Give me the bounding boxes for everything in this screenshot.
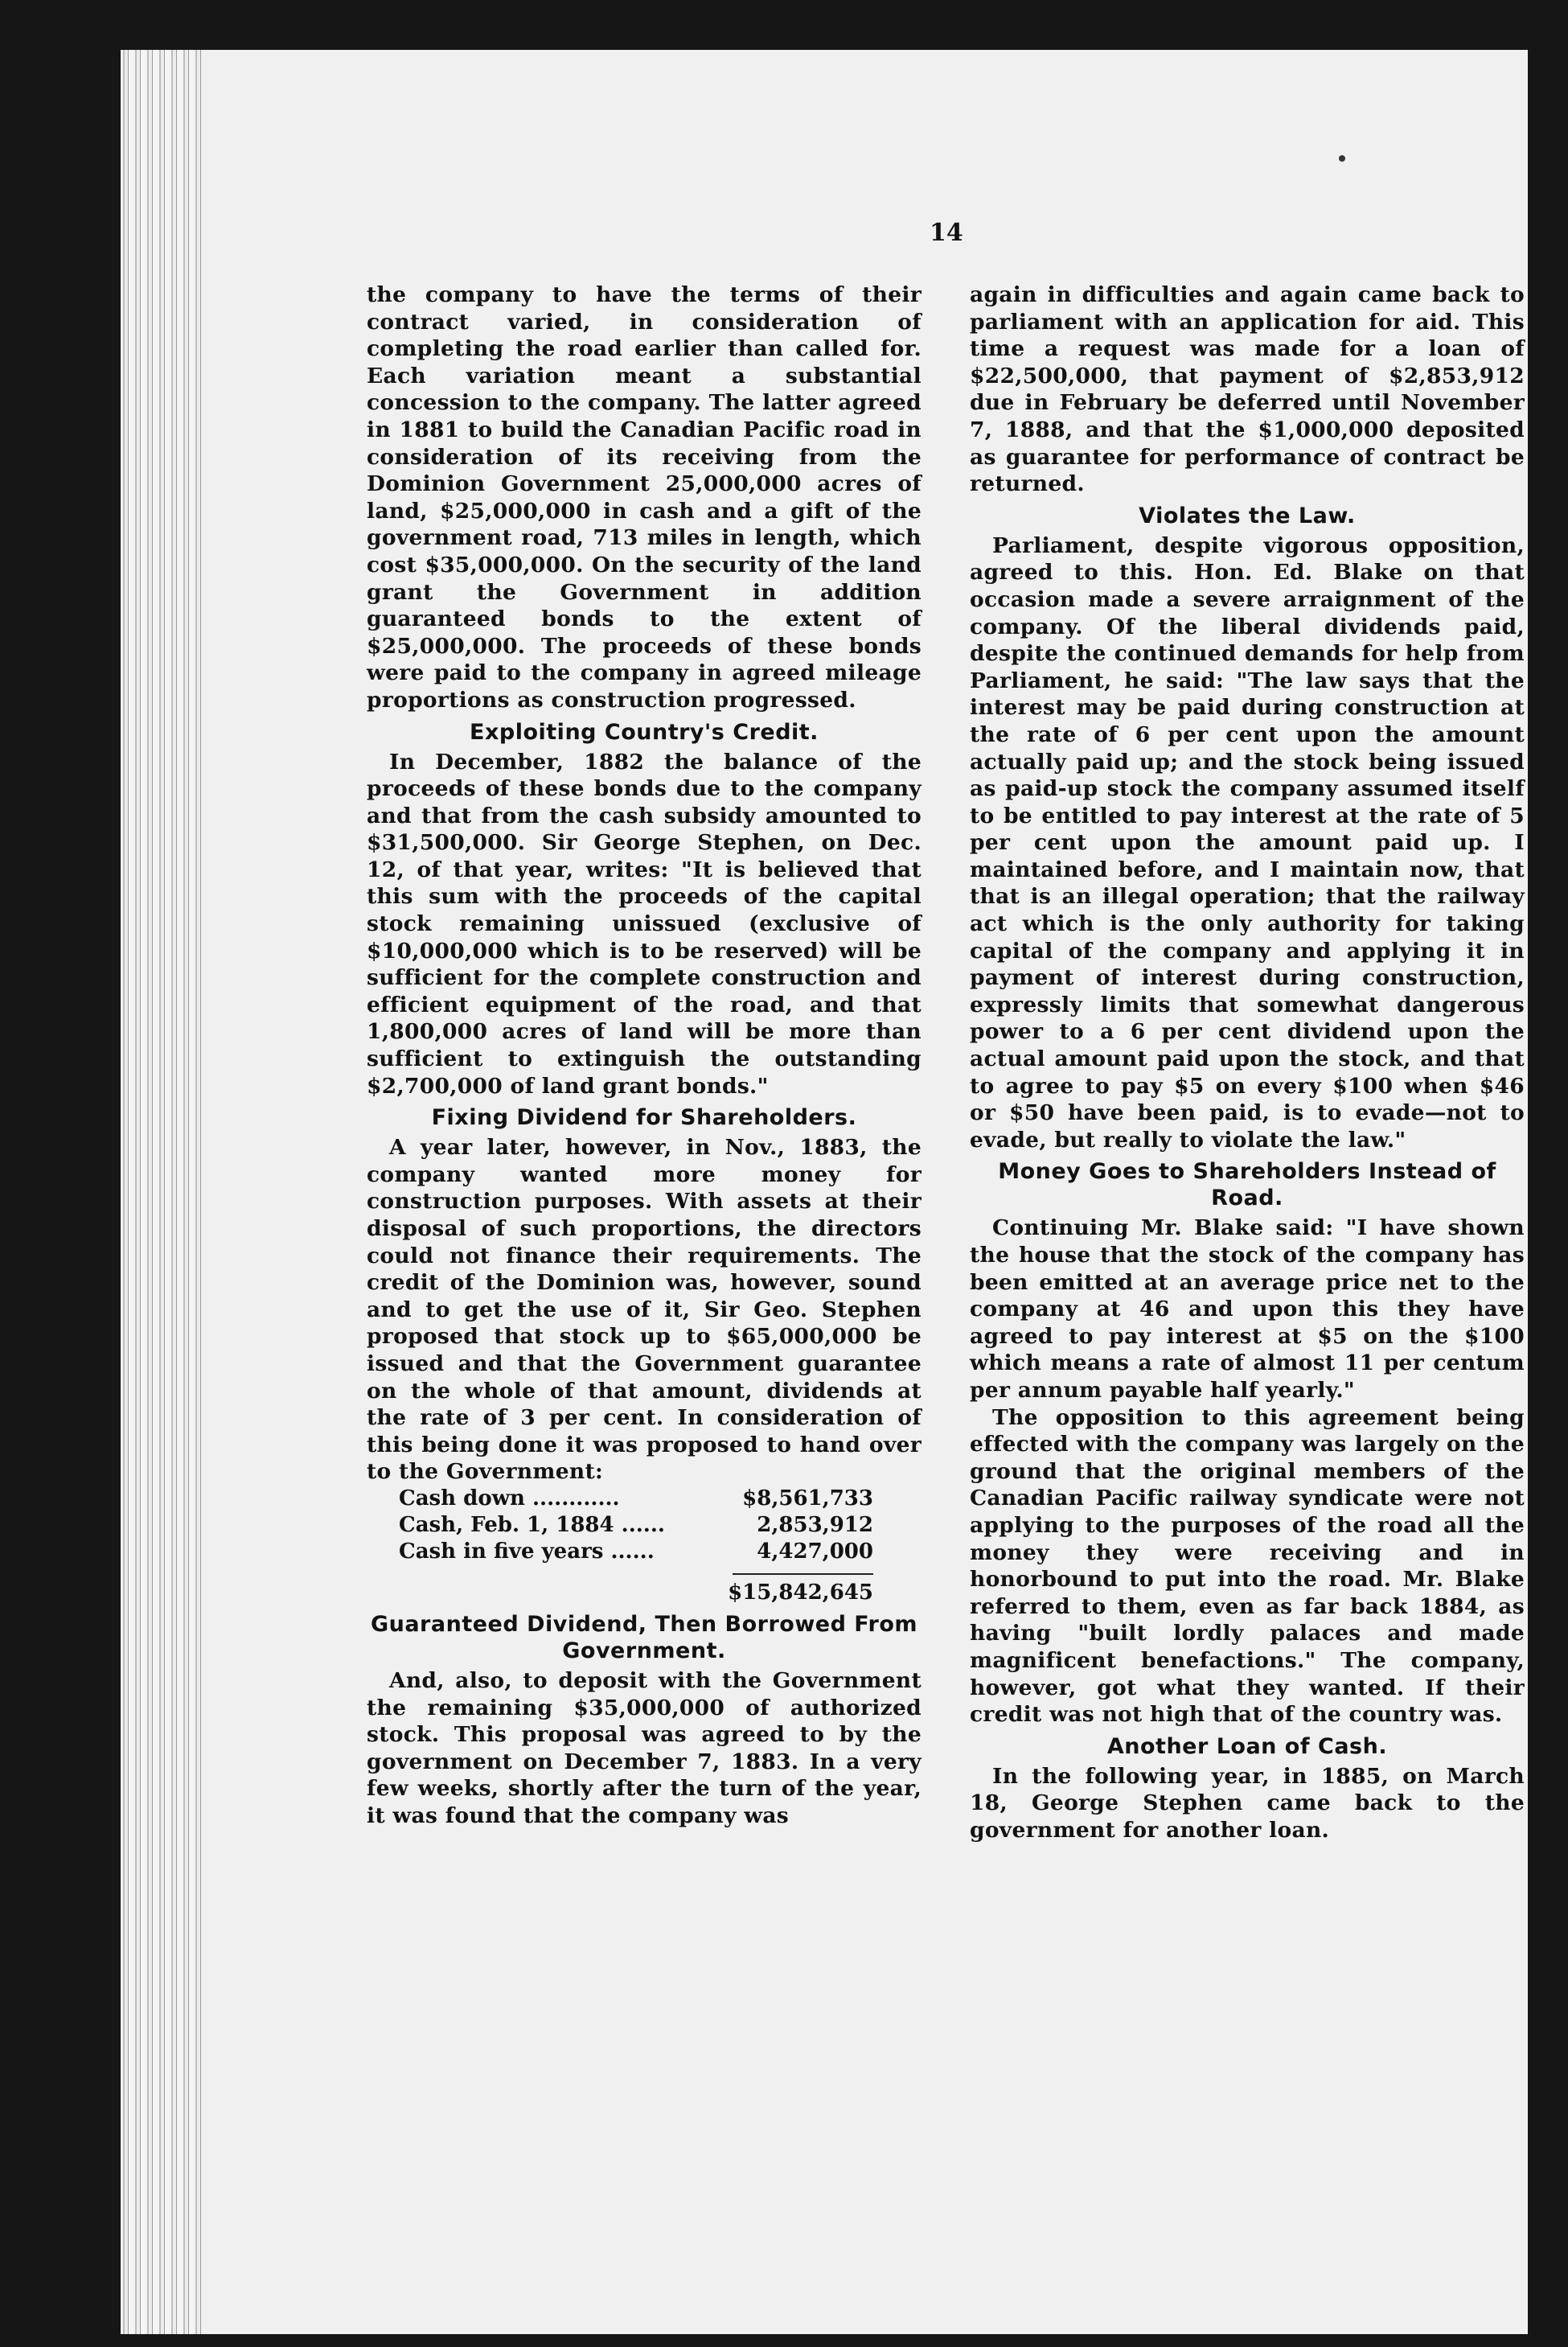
right-paragraph-2: Parliament, despite vigorous opposition, agreed to this. Hon. Ed. Blake on that occasion made a severe arraignment of the company. Of the liberal dividends paid, despite the continued demands for help from Parliament, he said: "The law says that the interest may be paid during construction at the rate of 6 per cent upon the amount actually paid up; and the stock being issued as paid-up stock the company assumed itself to be entitled to pay interest at the rate of 5 per cent upon the amount paid up. I maintained before, and I maintain now, that that is an illegal operation; that the railway act which is the only authority for taking capital of the company and applying it in payment of interest during construction, expressly limits that somewhat dangerous power to a 6 per cent dividend upon the actual amount paid upon the stock, and that to agree to pay $5 on every $100 when $46 or $50 have been paid, is to evade—not to evade, but really to violate the law." bbox=[970, 532, 1525, 1153]
right-paragraph-4: The opposition to this agreement being effected with the company was largely on the ground that the original members of the Canadian Pacific railway syndicate were not applying to the purposes of the road all the money they were receiving and in honorbound to put into the road. Mr. Blake referred to them, even as far back 1884, as having "built lordly palaces and made magnificent benefactions." The company, however, got what they wanted. If their credit was not high that of the country was. bbox=[970, 1404, 1525, 1728]
table-row bbox=[399, 1486, 873, 1512]
right-paragraph-3: Continuing Mr. Blake said: "I have shown the house that the stock of the company has been emitted at an average price net to the company at 46 and upon this they have agreed to pay interest at $5 on the $100 which means a rate of almost 11 per centum per annum payable half yearly." bbox=[970, 1215, 1525, 1403]
table-row-label: Cash in five years ...... bbox=[399, 1539, 655, 1564]
left-heading-2: Fixing Dividend for Shareholders. bbox=[431, 1105, 857, 1131]
microfilm-edge bbox=[121, 50, 201, 2334]
left-paragraph-3: A year later, however, in Nov., 1883, the company wanted more money for construction purposes. With assets at their disposal of such proportions, the directors could not finance their requirements. The credit of the Dominion was, however, sound and to get the use of it, Sir Geo. Stephen proposed that stock up to $65,000,000 be issued and that the Government guarantee on the whole of that amount, dividends at the rate of 3 per cent. In consideration of this being done it was proposed to hand over to the Government: bbox=[367, 1135, 922, 1485]
right-column bbox=[970, 282, 1525, 1843]
right-heading-3: Another Loan of Cash. bbox=[1106, 1733, 1388, 1759]
right-heading-1: Violates the Law. bbox=[1139, 503, 1356, 528]
table-row-value: 4,427,000 bbox=[757, 1539, 873, 1564]
total-rule bbox=[733, 1573, 873, 1575]
left-paragraph-1: the company to have the terms of their contract varied, in consideration of completing the road earlier than called for. Each variation meant a substantial concession to the company. The latter agreed in 1881 to build the Canadian Pacific road in consideration of its receiving from the Dominion Government 25,000,000 acres of land, $25,000,000 in cash and a gift of the government road, 713 miles in length, which cost $35,000,000. On the security of the land grant the Government in addition guaranteed bonds to the extent of $25,000,000. The proceeds of these bonds were paid to the company in agreed mileage proportions as construction progressed. bbox=[367, 282, 922, 713]
table-row bbox=[399, 1512, 873, 1539]
table-row-label: Cash down ............ bbox=[399, 1486, 620, 1511]
scan-speck bbox=[1339, 155, 1345, 162]
left-column bbox=[367, 282, 922, 1830]
table-row-value: $8,561,733 bbox=[742, 1486, 873, 1511]
table-row-label: Cash, Feb. 1, 1884 ...... bbox=[399, 1512, 665, 1537]
table-row bbox=[399, 1539, 873, 1565]
cash-table bbox=[399, 1486, 873, 1606]
page-number: 14 bbox=[930, 219, 963, 247]
table-total: $15,842,645 bbox=[728, 1580, 873, 1605]
left-paragraph-4: And, also, to deposit with the Government the remaining $35,000,000 of authorized stock. This proposal was agreed to by the government on December 7, 1883. In a very few weeks, shortly after the turn of the year, it was found that the company was bbox=[367, 1667, 922, 1828]
left-heading-3: Guaranteed Dividend, Then Borrowed From Government. bbox=[370, 1611, 918, 1663]
left-paragraph-2: In December, 1882 the balance of the proceeds of these bonds due to the company and that from the cash subsidy amounted to $31,500,000. Sir George Stephen, on Dec. 12, of that year, writes: "It is believed that this sum with the proceeds of the capital stock remaining unissued (exclusive of $10,000,000 which is to be reserved) will be sufficient for the complete construction and efficient equipment of the road, and that 1,800,000 acres of land will be more than sufficient to extinguish the outstanding $2,700,000 of land grant bonds." bbox=[367, 749, 922, 1099]
right-heading-2: Money Goes to Shareholders Instead of Road. bbox=[998, 1159, 1496, 1211]
left-heading-1: Exploiting Country's Credit. bbox=[470, 719, 819, 745]
right-paragraph-1: again in difficulties and again came back to parliament with an application for aid. This time a request was made for a loan of $22,500,000, that payment of $2,853,912 due in February be deferred until November 7, 1888, and that the $1,000,000 deposited as guarantee for performance of contract be returned. bbox=[970, 282, 1525, 497]
table-row-value: 2,853,912 bbox=[757, 1512, 873, 1537]
right-paragraph-5: In the following year, in 1885, on March 18, George Stephen came back to the government for another loan. bbox=[970, 1763, 1525, 1843]
